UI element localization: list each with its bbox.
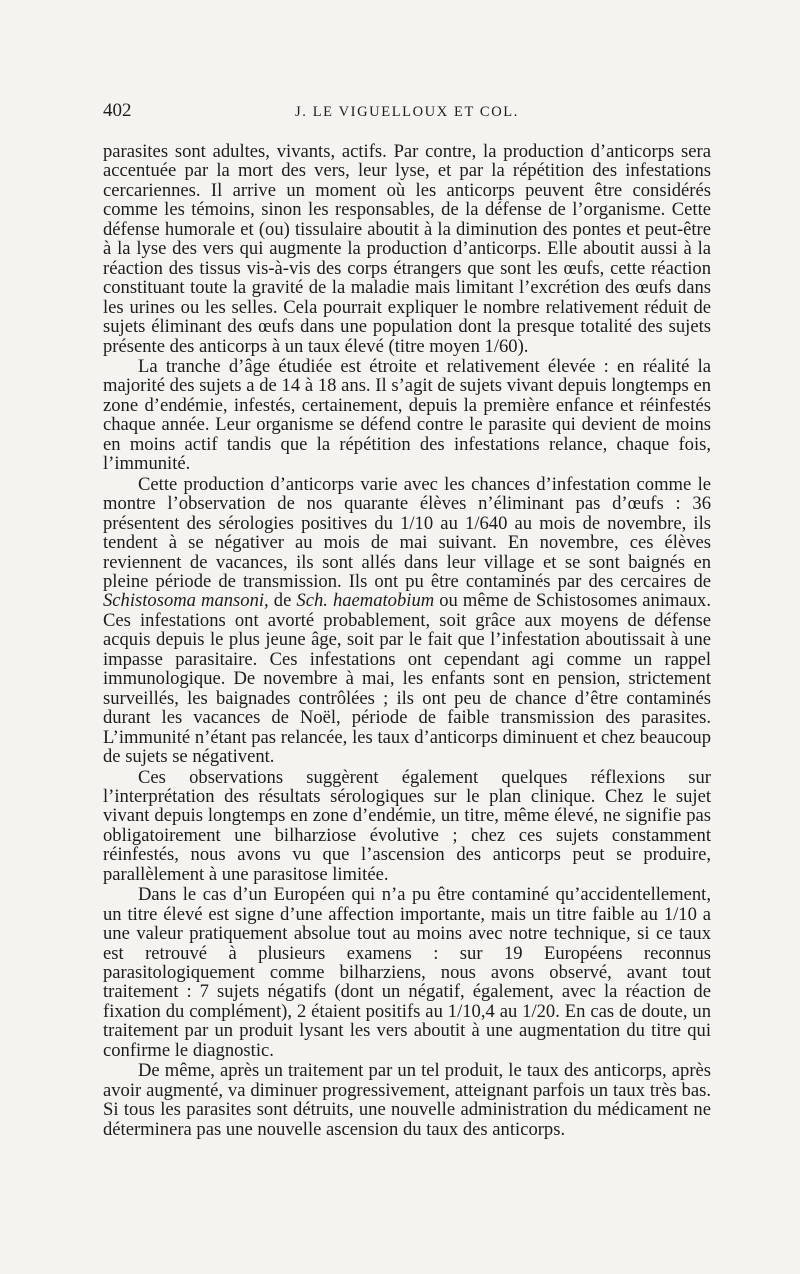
body-text bbox=[103, 142, 711, 1139]
paragraph-3 bbox=[103, 475, 711, 767]
paragraph-text: La tranche d’âge étudiée est étroite et relativement élevée : en réalité la majorité des sujets a de 14 à 18 ans. Il s’agit de sujets vivant depuis longtemps en zone d’endémie, infestés, certainement, depuis la première enfance et réinfestés chaque année. Leur organisme se défend contre le parasite qui devient de moins en moins actif tandis que la répétition des infestations relance, chaque fois, l’immunité. bbox=[103, 355, 711, 475]
paragraph-text: de bbox=[268, 590, 297, 612]
page-header bbox=[103, 100, 711, 126]
paragraph-1 bbox=[103, 142, 711, 356]
paragraph-text: Dans le cas d’un Européen qui n’a pu être contaminé qu’accidentellement, un titre élevé est signe d’une affection importante, mais un titre faible au 1/10 a une valeur pratiquement absolue tout au moins avec notre technique, si ce taux est retrouvé à plusieurs examens : sur 19 Européens reconnus parasitologiquement comme bilharziens, nous avons observé, avant tout traitement : 7 sujets négatifs (dont un négatif, également, avec la réaction de fixation du complément), 2 étaient positifs au 1/10,4 au 1/20. En cas de doute, un traitement par un produit lysant les vers aboutit à une augmentation du titre qui confirme le diagnostic. bbox=[103, 884, 711, 1061]
paragraph-5 bbox=[103, 885, 711, 1060]
species-name-mansoni: Schistosoma mansoni, bbox=[103, 590, 269, 612]
paragraph-text: ou même de Schistosomes animaux. Ces infestations ont avorté probablement, soit grâce aux moyens de défense acquis depuis le plus jeune âge, soit par le fait que l’infestation aboutissait à une impasse parasitaire. Ces infestations ont cependant agi comme un rappel immunologique. De novembre à mai, les enfants sont en pension, strictement surveillés, les baignades contrôlées ; ils ont peu de chance d’être contaminés durant les vacances de Noël, période de faible transmission des parasites. L’immunité n’étant pas relancée, les taux d’anticorps diminuent et chez beaucoup de sujets se négativent. bbox=[103, 590, 711, 768]
paragraph-text: parasites sont adultes, vivants, actifs. Par contre, la production d’anticorps sera accentuée par la mort des vers, leur lyse, et par la répétition des infestations cercariennes. Il arrive un moment où les anticorps peuvent être considérés comme les témoins, sinon les responsables, de la défense de l’organisme. Cette défense humorale et (ou) tissulaire aboutit à la diminution des pontes et peut-être à la lyse des vers qui augmente la production d’anticorps. Elle aboutit aussi à la réaction des tissus vis-à-vis des corps étrangers que sont les œufs, cette réaction constituant toute la gravité de la maladie mais limitant l’excrétion des œufs dans les urines ou les selles. Cela pourrait expliquer le nombre relativement réduit de sujets éliminant des œufs dans une population dont la presque totalité des sujets présente des anticorps à un taux élevé (titre moyen 1/60). bbox=[103, 141, 711, 357]
paragraph-4 bbox=[103, 768, 711, 885]
paragraph-2 bbox=[103, 357, 711, 474]
paragraph-text: Cette production d’anticorps varie avec les chances d’infestation comme le montre l’observation de nos quarante élèves n’éliminant pas d’œufs : 36 présentent des sérologies positives du 1/10 au 1/640 au mois de novembre, ils tendent à se négativer au mois de mai suivant. En novembre, ces élèves reviennent de vacances, ils sont allés dans leur village et se sont baignés en pleine période de transmission. Ils ont pu être contaminés par des cercaires de bbox=[103, 473, 711, 592]
running-title: J. LE VIGUELLOUX ET COL. bbox=[295, 104, 519, 120]
page-number: 402 bbox=[103, 100, 132, 121]
paragraph-6 bbox=[103, 1061, 711, 1139]
paragraph-text: De même, après un traitement par un tel produit, le taux des anticorps, après avoir augmenté, va diminuer progressivement, atteignant parfois un taux très bas. Si tous les parasites sont détruits, une nouvelle administration du médicament ne déterminera pas une nouvelle ascension du taux des anticorps. bbox=[103, 1060, 711, 1140]
species-name-haematobium: Sch. haematobium bbox=[296, 590, 435, 612]
paragraph-text: Ces observations suggèrent également quelques réflexions sur l’interprétation des résultats sérologiques sur le plan clinique. Chez le sujet vivant depuis longtemps en zone d’endémie, un titre, même élevé, ne signifie pas obligatoirement une bilharziose évolutive ; chez ces sujets constamment réinfestés, nous avons vu que l’ascension des anticorps peut se produire, parallèlement à une parasitose limitée. bbox=[103, 766, 711, 885]
